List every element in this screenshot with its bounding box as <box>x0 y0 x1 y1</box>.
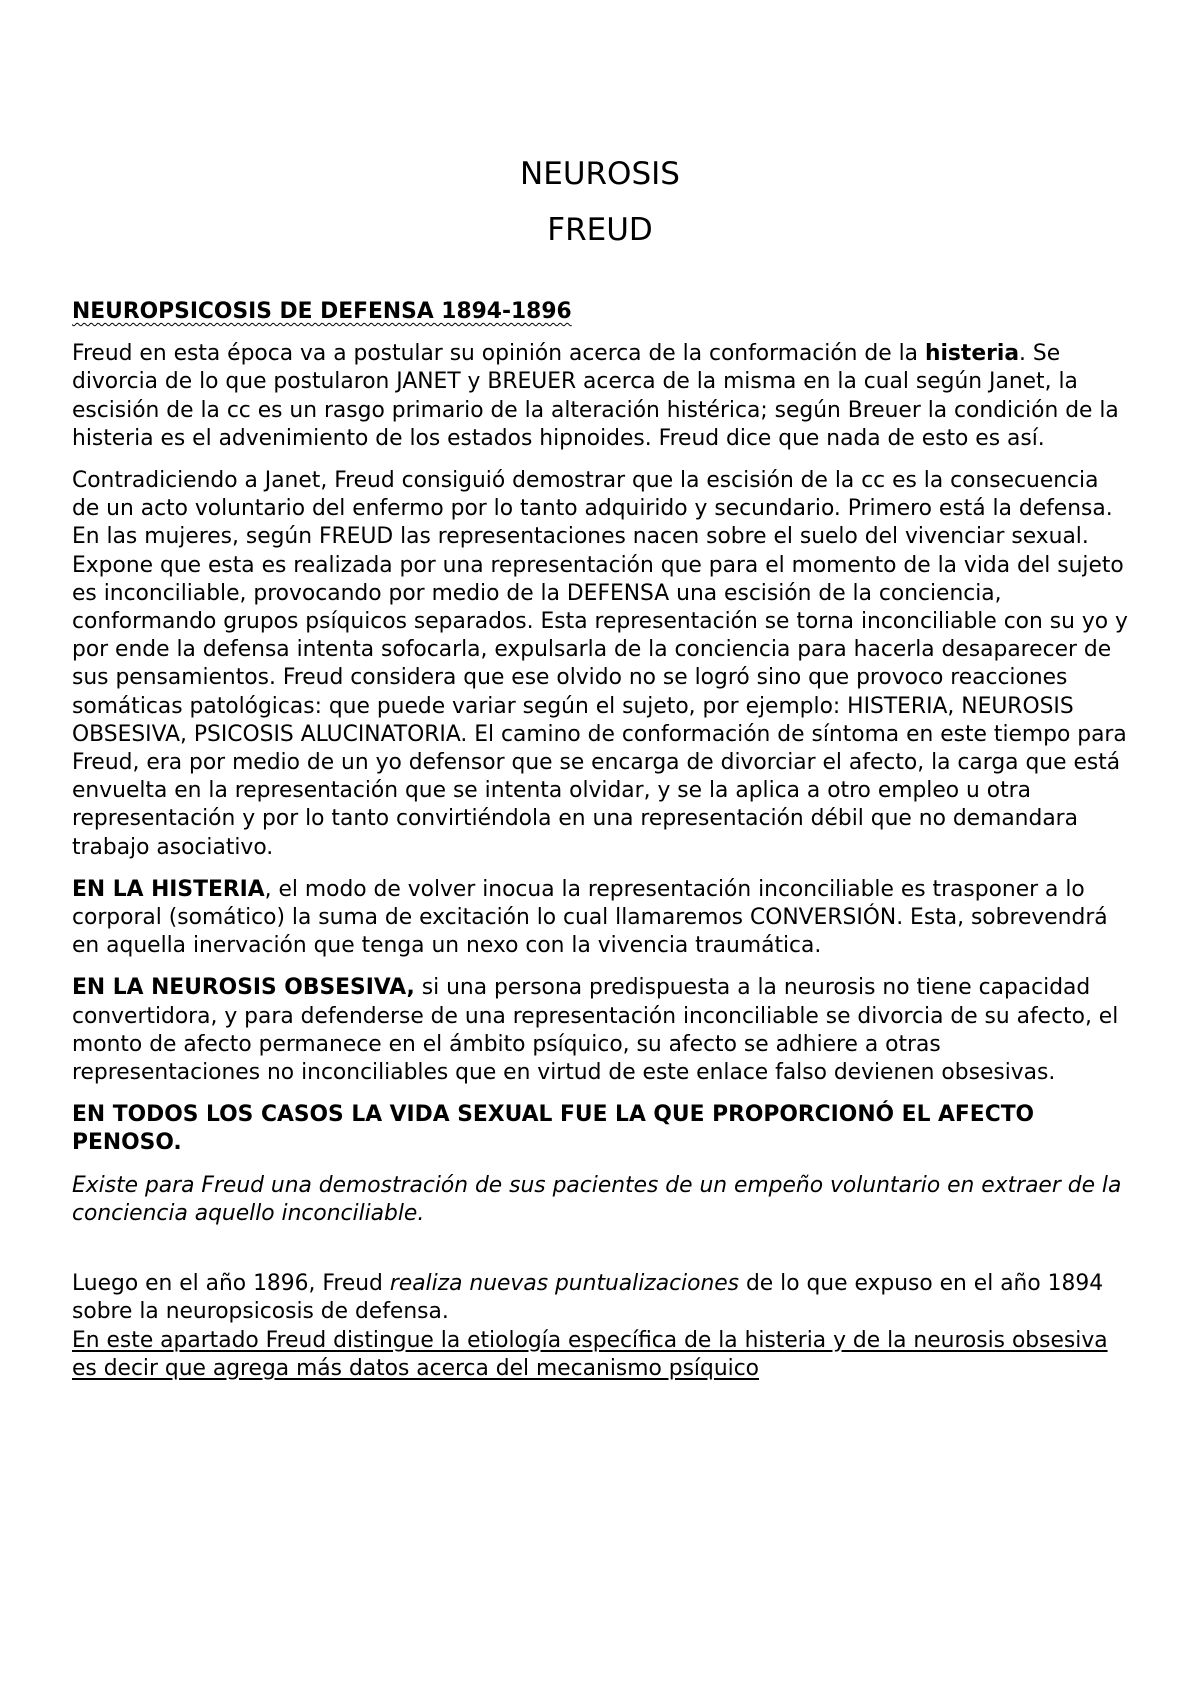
document-title <box>0 146 1200 258</box>
paragraph-3: Expone que esta es realizada por una representación que para el momento de la vida del sujeto es inconciliable, provocando por medio de la DEFENSA una escisión de la conciencia, conformando grupos psíquicos separados. Esta representación se torna inconciliable con su yo y por ende la defensa intenta sofocarla, expulsarla de la conciencia para hacerla desaparecer de sus pensamientos. Freud considera que ese olvido no se logró sino que provoco reacciones somáticas patológicas: que puede variar según el sujeto, por ejemplo: HISTERIA, NEUROSIS OBSESIVA, PSICOSIS ALUCINATORIA. El camino de conformación de síntoma en este tiempo para Freud, era por medio de un yo defensor que se encarga de divorciar el afecto, la carga que está envuelta en la representación que se intenta olvidar, y se la aplica a otro empleo u otra representación y por lo tanto convirtiéndola en una representación débil que no demandara trabajo asociativo. <box>72 552 1128 860</box>
paragraph-8-italic: realiza nuevas puntualizaciones <box>389 1271 740 1297</box>
paragraph-8-text-a: Luego en el año 1896, Freud <box>72 1271 390 1297</box>
paragraph-5-text: si una persona predispuesta a la neurosis no tiene capacidad convertidora, y para defenderse de una representación inconciliable se divorcia de su afecto, el monto de afecto permanece en el ámbito psíquico, su afecto se adhiere a otras representaciones no inconciliables que en virtud de este enlace falso devienen obsesivas. <box>72 975 1119 1086</box>
title-line-2: FREUD <box>547 212 653 248</box>
paragraph-4-bold-lead: EN LA HISTERIA <box>72 876 265 902</box>
paragraph-1-text-c: . Se divorcia de lo que postularon JANET y BREUER acerca de la misma en la cual según Janet, la escisión de la cc es un rasgo primario de la alteración histérica; según Breuer la condición de la histeria es el advenimiento de los estados hipnoides. Freud dice que nada de esto es así. <box>72 341 1119 451</box>
paragraph-6: EN TODOS LOS CASOS LA VIDA SEXUAL FUE LA QUE PROPORCIONÓ EL AFECTO PENOSO. <box>72 1102 1035 1156</box>
spacer <box>72 1242 1132 1270</box>
paragraph-5-bold-lead: EN LA NEUROSIS OBSESIVA, <box>72 975 415 1001</box>
paragraph-2: Contradiciendo a Janet, Freud consiguió demostrar que la escisión de la cc es la consecuencia de un acto voluntario del enfermo por lo tanto adquirido y secundario. Primero está la defensa. En las mujeres, según FREUD las representaciones nacen sobre el suelo del vivenciar sexual. <box>72 468 1113 550</box>
paragraph-7: Existe para Freud una demostración de sus pacientes de un empeño voluntario en extraer de la conciencia aquello inconciliable. <box>72 1172 1122 1226</box>
paragraph-5 <box>72 974 1132 1087</box>
section-heading: NEUROPSICOSIS DE DEFENSA 1894-1896 <box>72 299 572 324</box>
document-body <box>72 298 1132 1383</box>
title-line-1: NEUROSIS <box>520 156 680 192</box>
paragraph-1-text-a: Freud en esta época va a postular su opinión acerca de la conformación de la <box>72 341 925 367</box>
paragraph-9: En este apartado Freud distingue la etiología específica de la histeria y de la neurosis obsesiva es decir que agrega más datos acerca del mecanismo psíquico <box>72 1327 1108 1381</box>
paragraph-1 <box>72 340 1132 453</box>
paragraph-4-text: , el modo de volver inocua la representación inconciliable es trasponer a lo corporal (somático) la suma de excitación lo cual llamaremos CONVERSIÓN. Esta, sobrevendrá en aquella inervación que tenga un nexo con la vivencia traumática. <box>72 876 1108 959</box>
paragraph-1-bold-term: histeria <box>924 341 1020 367</box>
paragraph-4 <box>72 876 1132 961</box>
paragraph-8-text-c: de lo que expuso en el año 1894 sobre la neuropsicosis de defensa. <box>72 1271 1104 1325</box>
paragraph-8 <box>72 1270 1132 1326</box>
